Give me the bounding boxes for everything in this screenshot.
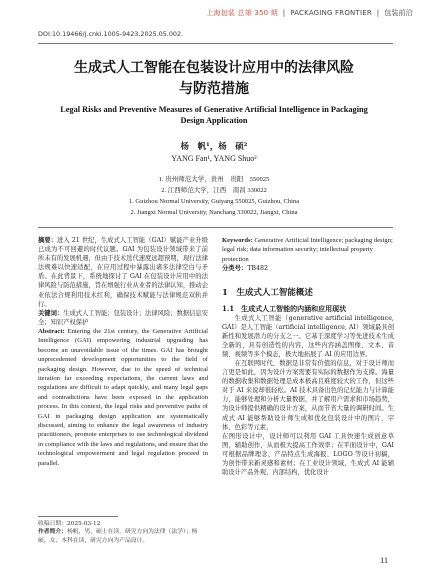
subsection-1-1-heading: 1.1 生成式人工智能的内涵和应用现状 — [222, 304, 347, 314]
title-en-line2: Design Application — [180, 116, 248, 125]
clc-label: 分类号： — [222, 265, 248, 273]
header-divider — [38, 43, 393, 44]
keywords-zh-text: 生成式人工智能；包装设计；法律风险；数据信息安全；知识产权保护 — [38, 309, 209, 326]
section-1-heading: 1 生成式人工智能概述 — [222, 288, 313, 299]
abstract-en-text: Entering the 21st century, the Generative Artificial Intelligence (GAI) empowering industrial upgrading has become an unavoidable issue of the times. GAI has brought unprecedented development opportunities to the field of packaging design. However, due to the speed of technical iteration far exceeding expectations, the current laws and regulations are difficult to adapt quickly, and many legal gaps and contradictions have been exposed in the application process. In this context, the legal risks and preventive paths of GAI in packaging design application are systematically discussed, aiming to enhance the legal awareness of industry practitioners, promote enterprises to use technological dividend in compliance with the laws and regulations, and ensure that the technological empowerment and legal regulation proceed in parallel. — [38, 327, 208, 467]
abstract-en-label: Abstract: — [38, 327, 65, 335]
authors-zh: 杨 帆¹，杨 硕² — [180, 142, 248, 152]
body-paragraph-2-cont: 在图形设计中，设计师可以利用 GAI 工具快速生成创意草图，辅助创作，从而极大提高工作效率；在平面设计中，GAI 可根据品牌理念、产品特点生成海报、LOGO 等设计初稿，为创作带来新灵感和素材；在工业设计领域，生成式 AI 能辅助设计产品外观、内部结构，优化设计 — [222, 432, 394, 477]
title-zh-line1: 生成式人工智能在包装设计应用中的法律风险 — [74, 60, 354, 76]
abstract-zh-label: 摘要： — [38, 237, 58, 244]
right-column — [222, 236, 394, 477]
title-zh — [38, 58, 390, 100]
title-en — [50, 104, 378, 126]
abstract-zh — [38, 236, 208, 309]
title-zh-line2: 与防范措施 — [179, 81, 249, 97]
keywords-en-text: Generative Artificial Intelligence; packaging design; legal risk; data information security; intellectual property protection — [222, 237, 393, 263]
affiliation-zh-1: 1. 贵州师范大学，贵州 贵阳 550025 — [158, 176, 270, 183]
journal-issue: 上海包装 总第 350 期 — [206, 9, 278, 17]
journal-name-en: PACKAGING FRONTIER — [290, 9, 372, 17]
body-paragraph-2: 在互联网时代，数据是非常有价值的信息，对于设计师而言更是如此，因为设计方案需要有实际的数据作为支撑。海量的数据收集和数据处理是成本极高且难度较大的工作，但这些对于 AI 来说却很轻松。AI 技术具备出色的记忆能力与计算能力，能够处理和分析大量数据，并了解用户需求和市场趋势，为设计师提供精确的设计方案，从而节省大量的调研时间。生成式 AI 能够帮助设计师生成和优化包装设计中的图片、字体、色彩等元素， — [222, 359, 394, 431]
affiliation-zh-2: 2. 江西师范大学，江西 南昌 330022 — [161, 187, 267, 194]
running-header: 上海包装 总第 350 期 | PACKAGING FRONTIER | 包装前沿 — [206, 9, 413, 17]
page-header — [0, 0, 427, 30]
left-column — [38, 236, 208, 468]
footnote-divider — [38, 516, 118, 517]
author-bio-label: 作者简介： — [38, 529, 67, 536]
abstract-divider — [38, 227, 393, 228]
footnote — [38, 520, 208, 545]
authors-en: YANG Fan¹, YANG Shuo² — [171, 154, 257, 163]
keywords-en — [222, 236, 394, 264]
author-bio-text: 杨帆，男，硕士在读，研究方向为法律（法学）；杨硕，女，本科在读，研究方向为产品设计。 — [38, 529, 198, 544]
title-en-line1: Legal Risks and Preventive Measures of Generative Artificial Intelligence in Packaging — [60, 105, 368, 114]
journal-column: 包装前沿 — [384, 9, 413, 17]
page-number: 11 — [380, 555, 389, 565]
received-date: 收稿日期：2025-03-12 — [38, 521, 101, 527]
keywords-zh — [38, 309, 208, 327]
classification-number — [222, 264, 394, 273]
keywords-en-label: Keywords: — [222, 237, 253, 244]
clc-text: TB482 — [247, 265, 269, 273]
affiliation-en-2: 2. Jiangxi Normal University, Nanchang 330022, Jiangxi, China — [130, 209, 298, 216]
body-paragraph-1: 生成式人工智能（generative artificial intelligence, GAI）是人工智能（artificial intelligence, AI）领域最具创新性和发展潜力的分支之一。它基于深度学习等先进技术生成全新的、具有创造性的内容，这些内容涵盖图像、文本、音频、视频等多个模态，极大地拓展了 AI 的应用边界。 — [222, 314, 394, 358]
author-bio — [38, 528, 208, 545]
affiliation-en-1: 1. Guizhou Normal University, Guiyang 550025, Guizhou, China — [128, 198, 300, 205]
abstract-en — [38, 327, 208, 468]
doi: DOI:10.19466/j.cnki.1005-9423.2025.05.002. — [38, 30, 184, 38]
keywords-zh-label: 关键词： — [38, 309, 64, 317]
abstract-zh-text: 进入 21 世纪，生成式人工智能（GAI）赋能产业升级已成为不可回避的时代议题。GAI 为包装设计领域带来了前所未有的发展机遇，但由于技术迭代速度远超预期，现行法律法规难以快速适配，在应用过程中暴露出诸多法律空白与矛盾。在此背景下，系统地探讨了 GAI 在包装设计应用中的法律风险与防范措施，旨在增强行业从业者的法律认知，推动企业依法合规利用技术红利，确保技术赋能与法律规范双轨并行。 — [38, 237, 209, 308]
